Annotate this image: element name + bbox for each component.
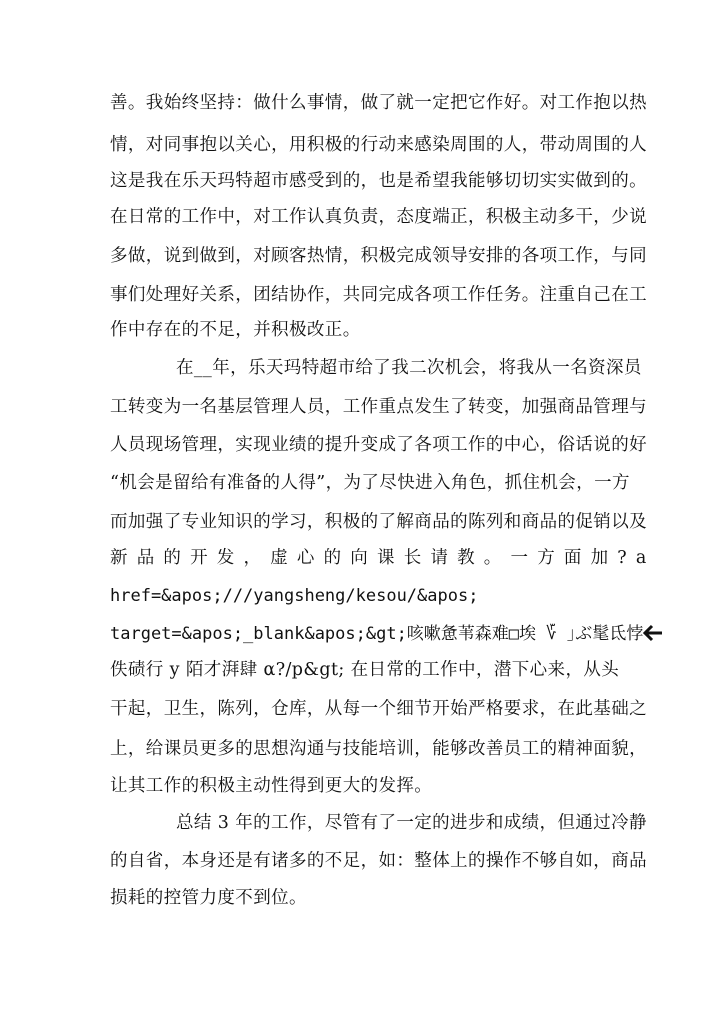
left-arrow-icon — [643, 624, 663, 649]
paragraph2-line-12: 让其工作的积极主动性得到更大的发挥。 — [110, 776, 433, 796]
paragraph1-line-4: 在日常的工作中，对工作认真负责，态度端正，积极主动多干，少说 — [110, 207, 647, 227]
paragraph2-line-6: 新品的开发，虚心的向课长请教。一方面加?a — [110, 548, 656, 568]
paragraph2-line-11: 上，给课员更多的思想沟通与技能培训，能够改善员工的精神面貌， — [110, 739, 647, 759]
paragraph1-line-7: 作中存在的不足，并积极改正。 — [110, 320, 361, 340]
paragraph1-line-5: 多做，说到做到，对顾客热情，积极完成领导安排的各项工作，与同 — [110, 246, 647, 266]
paragraph3-line-1: 总结 3 年的工作，尽管有了一定的进步和成绩，但通过冷静 — [176, 813, 647, 833]
paragraph2-line-9: 佚碛行 y 陌才湃肆 α?/p&gt; 在日常的工作中，潜下心来，从头 — [110, 660, 620, 680]
paragraph2-line-7: href=&apos;///yangsheng/kesou/&apos; — [110, 586, 479, 606]
paragraph2-line-5: 而加强了专业知识的学习，积极的了解商品的陈列和商品的促销以及 — [110, 512, 647, 532]
paragraph2-line-8 — [110, 622, 663, 649]
paragraph1-line-2: 情，对同事抱以关心，用积极的行动来感染周围的人，带动周围的人 — [110, 135, 647, 155]
paragraph2-line-3: 人员现场管理，实现业绩的提升变成了各项工作的中心，俗话说的好 — [110, 435, 647, 455]
paragraph3-line-2: 的自省，本身还是有诸多的不足，如：整体上的操作不够自如，商品 — [110, 851, 647, 871]
paragraph1-line-1: 善。我始终坚持：做什么事情，做了就一定把它作好。对工作抱以热 — [110, 93, 647, 113]
paragraph2-line-10: 干起，卫生，陈列，仓库，从每一个细节开始严格要求，在此基础之 — [110, 699, 647, 719]
paragraph2-line-4: “机会是留给有准备的人得”，为了尽快进入角色，抓住机会，一方 — [110, 473, 630, 493]
paragraph2-line-8-text: target=&apos;_blank&apos;&gt;咳嗽惫苇森难□埃 ؆ ｣ぶ髦氐悖 — [110, 624, 644, 644]
paragraph2-line-1: 在__年，乐天玛特超市给了我二次机会，将我从一名资深员 — [176, 358, 642, 378]
paragraph3-line-3: 损耗的控管力度不到位。 — [110, 888, 307, 908]
paragraph1-line-6: 事们处理好关系，团结协作，共同完成各项工作任务。注重自己在工 — [110, 285, 647, 305]
paragraph2-line-2: 工转变为一名基层管理人员，工作重点发生了转变，加强商品管理与 — [110, 397, 647, 417]
paragraph1-line-3: 这是我在乐天玛特超市感受到的，也是希望我能够切切实实做到的。 — [110, 171, 647, 191]
